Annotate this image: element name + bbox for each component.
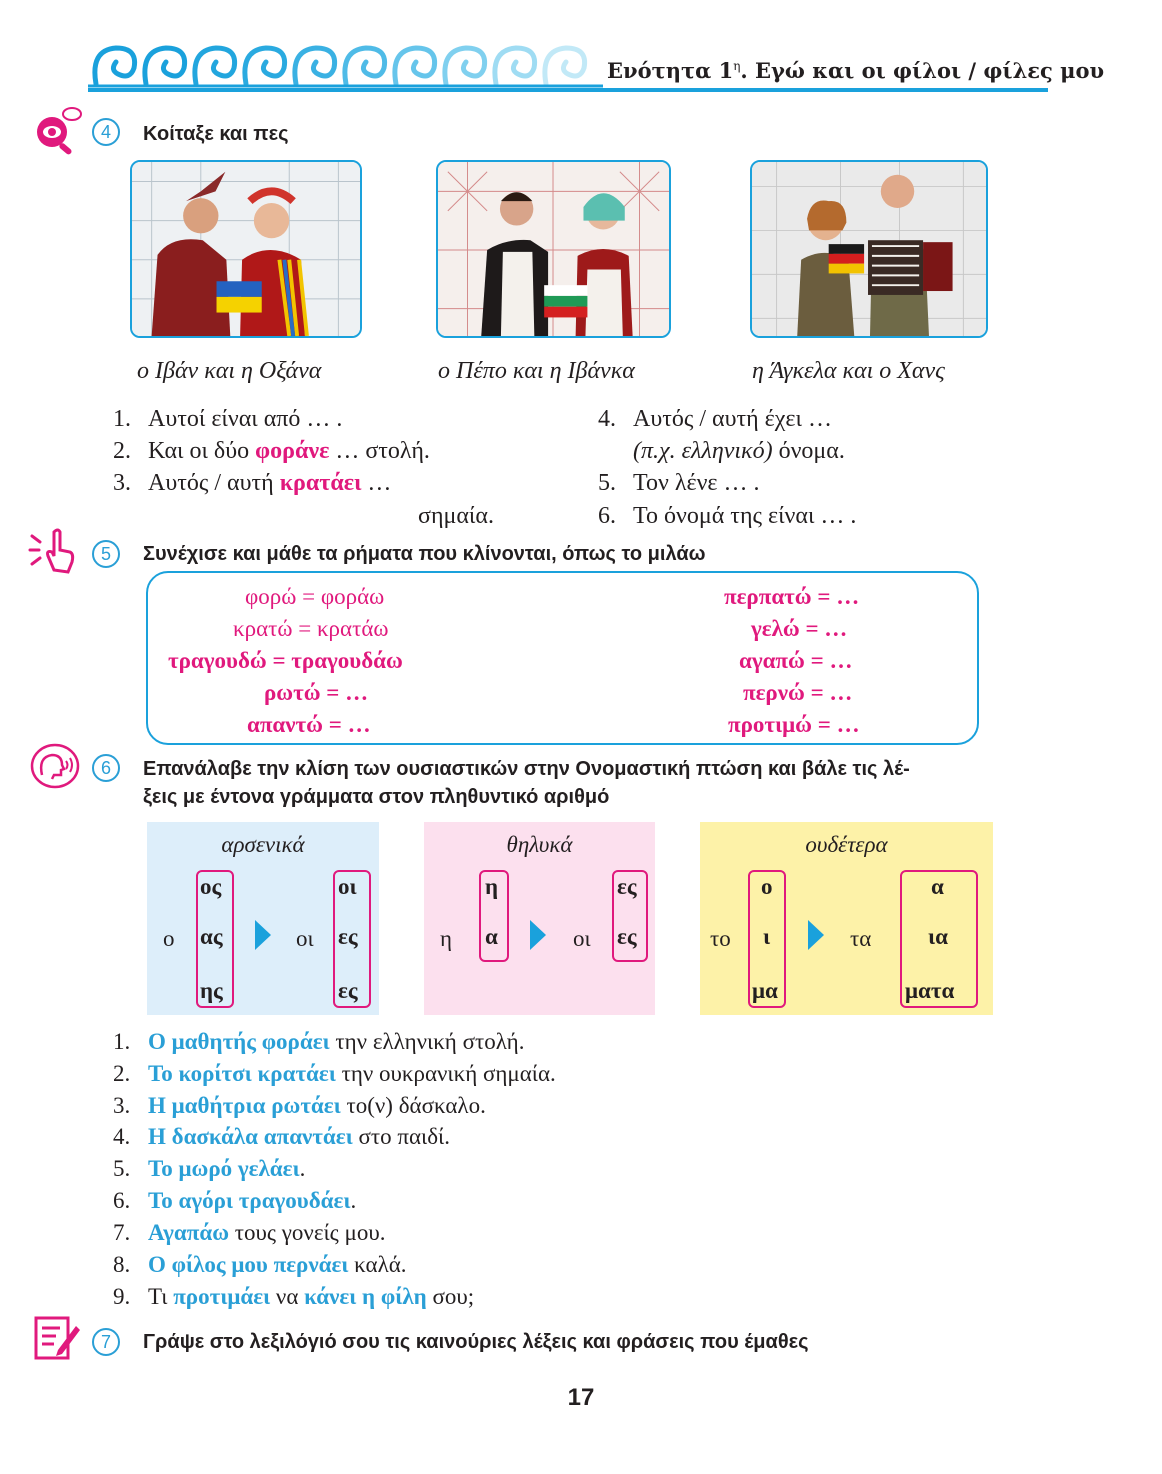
ex4-item-3: 3. Αυτός / αυτή κρατάει …: [113, 470, 392, 496]
hand-pointing-icon: [28, 526, 78, 576]
look-and-speak-icon: [32, 104, 84, 156]
caption-ukrainian: ο Ιβάν και η Οξάνα: [137, 358, 322, 384]
verb-right-2: γελώ = …: [751, 616, 848, 641]
exercise-5-title: Συνέχισε και μάθε τα ρήματα που κλίνονται, όπως το μιλάω: [143, 543, 706, 565]
ex4-item-1: 1. Αυτοί είναι από … .: [113, 406, 343, 432]
neuter-article-pl: τα: [850, 926, 872, 951]
feminine-article-sg: η: [440, 926, 453, 951]
header-wave-ornament: [88, 40, 603, 88]
neuter-arrow-icon: [808, 920, 824, 950]
photo-ukrainian-couple: [130, 160, 362, 338]
neuter-article-sg: το: [710, 926, 731, 951]
sentence-5: 5. Το μωρό γελάει.: [113, 1156, 306, 1181]
ex4-item-4: 4. Αυτός / αυτή έχει …: [598, 406, 832, 432]
masculine-sg-ending-1: ος: [200, 874, 222, 899]
verb-left-2: κρατώ = κρατάω: [233, 616, 389, 641]
exercise-4-number: 4: [92, 118, 120, 146]
neuter-pl-ending-3: ματα: [905, 978, 955, 1003]
exercise-6-title-line2: ξεις με έντονα γράμματα στον πληθυντικό αριθμό: [143, 786, 610, 808]
masculine-pl-ending-1: οι: [338, 874, 357, 899]
feminine-article-pl: οι: [573, 926, 591, 951]
verb-left-4: ρωτώ = …: [264, 680, 369, 705]
masculine-title: αρσενικά: [221, 832, 305, 857]
exercise-6-title-line1: Επανάλαβε την κλίση των ουσιαστικών στην Ονομαστική πτώση και βάλε τις λέ-: [143, 758, 910, 780]
caption-bulgarian: ο Πέπο και η Ιβάνκα: [438, 358, 635, 384]
sentence-7: 7. Αγαπάω τους γονείς μου.: [113, 1220, 386, 1245]
ex4-item-6: 6. Το όνομά της είναι … .: [598, 503, 857, 529]
verb-left-1: φορώ = φοράω: [245, 584, 385, 609]
ex4-item-2: 2. Και οι δύο φοράνε … στολή.: [113, 438, 430, 464]
photo-bulgarian-couple: [436, 160, 671, 338]
exercise-4-title: Κοίταξε και πες: [143, 123, 289, 145]
header-rule: [88, 88, 1048, 92]
ex4-item-4-cont: (π.χ. ελληνικό) όνομα.: [633, 438, 845, 464]
neuter-sg-ending-3: μα: [752, 978, 778, 1003]
sentence-9: 9. Τι προτιμάει να κάνει η φίλη σου;: [113, 1284, 475, 1309]
verb-right-4: περνώ = …: [743, 680, 853, 705]
neuter-title: ουδέτερα: [805, 832, 888, 857]
sentence-3: 3. Η μαθήτρια ρωτάει το(ν) δάσκαλο.: [113, 1093, 486, 1118]
exercise-5-number: 5: [92, 540, 120, 568]
verb-right-1: περπατώ = …: [724, 584, 860, 609]
exercise-7-title: Γράψε στο λεξιλόγιό σου τις καινούριες λέξεις και φράσεις που έμαθες: [143, 1331, 809, 1353]
neuter-sg-ending-2: ι: [763, 924, 771, 949]
masculine-article-sg: ο: [163, 926, 175, 951]
masculine-sg-ending-2: ας: [200, 924, 223, 949]
sentence-8: 8. Ο φίλος μου περνάει καλά.: [113, 1252, 407, 1277]
unit-title: Ενότητα $1^\eta$. Εγώ και οι φίλοι / φίλες μου: [607, 58, 1105, 83]
feminine-arrow-icon: [530, 920, 546, 950]
exercise-6-number: 6: [92, 754, 120, 782]
masculine-sg-ending-3: ης: [200, 978, 223, 1003]
neuter-pl-ending-2: ια: [928, 924, 948, 949]
ex4-item-3-cont: σημαία.: [418, 503, 494, 529]
neuter-pl-ending-1: α: [931, 874, 944, 899]
page-number: 17: [567, 1384, 595, 1411]
verb-right-5: προτιμώ = …: [728, 712, 860, 737]
sentence-6: 6. Το αγόρι τραγουδάει.: [113, 1188, 357, 1213]
masculine-table: [147, 822, 379, 1015]
sentence-1: 1. Ο μαθητής φοράει την ελληνική στολή.: [113, 1029, 525, 1054]
masculine-arrow-icon: [255, 920, 271, 950]
ex4-item-5: 5. Τον λένε … .: [598, 470, 760, 496]
verb-left-3: τραγουδώ = τραγουδάω: [168, 648, 403, 673]
feminine-sg-ending-2: α: [485, 924, 498, 949]
feminine-sg-ending-1: η: [485, 874, 499, 899]
masculine-article-pl: οι: [296, 926, 314, 951]
feminine-title: θηλυκά: [506, 832, 573, 857]
feminine-table: [424, 822, 655, 1015]
masculine-pl-ending-3: ες: [338, 978, 358, 1003]
masculine-pl-ending-2: ες: [338, 924, 358, 949]
feminine-pl-ending-2: ες: [617, 924, 637, 949]
feminine-pl-ending-1: ες: [617, 874, 637, 899]
verb-left-5: απαντώ = …: [247, 712, 371, 737]
photo-german-couple: [750, 160, 988, 338]
speaking-head-icon: [30, 743, 80, 789]
exercise-7-number: 7: [92, 1328, 120, 1356]
sentence-4: 4. Η δασκάλα απαντάει στο παιδί.: [113, 1124, 450, 1149]
verb-right-3: αγαπώ = …: [739, 648, 853, 673]
caption-german: η Άγκελα και ο Χανς: [752, 358, 945, 384]
neuter-sg-ending-1: ο: [761, 874, 773, 899]
sentence-2: 2. Το κορίτσι κρατάει την ουκρανική σημαία.: [113, 1061, 556, 1086]
neuter-table: [700, 822, 993, 1015]
notebook-pencil-icon: [32, 1312, 82, 1362]
